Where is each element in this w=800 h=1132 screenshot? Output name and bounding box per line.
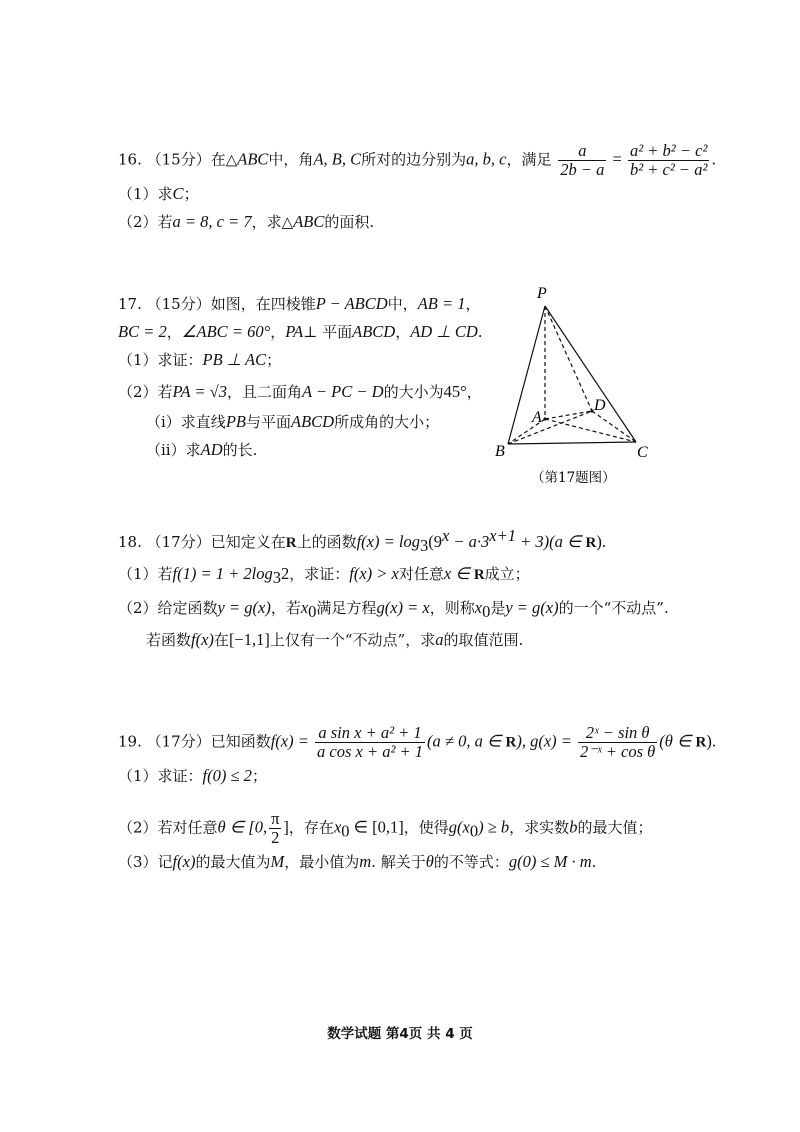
q19-p2-theta: θ ∈ [0, — [217, 817, 268, 837]
q17-ii-end: 的长. — [222, 441, 258, 459]
q17-pa: PA — [285, 322, 304, 341]
q19-p2-two: 2 — [271, 828, 280, 847]
q17-part2 — [118, 382, 482, 402]
q16-p2-abc: ABC — [293, 212, 325, 231]
q16-part1 — [118, 184, 199, 204]
q17-p1-expr: PB ⊥ AC — [202, 350, 267, 369]
q18-p1-x: x ∈ — [443, 564, 474, 583]
page-footer: 数学试题 第4页 共 4 页 — [327, 1026, 473, 1042]
q16-frac1-num: a — [558, 142, 606, 161]
q18-p2l2-text1: 若函数 — [146, 631, 192, 649]
q18-part2-line2 — [146, 630, 523, 650]
q17-p2-text2: 的大小为 — [383, 383, 444, 401]
q19-p2-bracket: ] — [283, 817, 289, 837]
q19-cond1: (a ≠ 0, a ∈ — [427, 731, 506, 751]
q19-part3 — [118, 852, 596, 872]
q19-cond2: (θ ∈ — [659, 731, 696, 751]
q17-part2-i — [146, 412, 439, 432]
q17-stem-line2 — [118, 322, 483, 342]
q17-pyramid-figure — [488, 282, 668, 492]
q17-i-end: 所成角的大小； — [334, 413, 440, 431]
q16-text2: 所对的边分别为 — [361, 150, 467, 169]
q18-p2-text2: 满足方程 — [316, 599, 377, 617]
q18-p2-end: 的一个“不动点”. — [558, 599, 669, 617]
q17-p2-comma: ， — [466, 383, 482, 401]
label-a: A — [532, 409, 542, 426]
q18-p2-x0b: x — [474, 598, 483, 617]
q19-g-fraction — [578, 724, 657, 761]
q18-p2-x0: x — [300, 598, 309, 617]
q19-p3-fx: f(x) — [172, 852, 196, 871]
q18-part1 — [118, 564, 530, 588]
q17-angle: ∠ABC = 60° — [181, 322, 271, 341]
q19-p3-ineq: g(0) ≤ M · m — [508, 852, 592, 871]
q17-p2-label: （2）若 — [118, 383, 173, 401]
q18-p2-x0b-sub: 0 — [482, 602, 491, 621]
label-b: B — [495, 443, 505, 460]
edge-ad — [545, 411, 592, 419]
q17-i-label: （i）求直线 — [146, 413, 226, 431]
q17-i-pb: PB — [225, 412, 246, 431]
q17-p1-label: （1）求证： — [118, 351, 203, 369]
q18-head: 18. （17分）已知定义在 — [118, 533, 286, 551]
q19-p2-text2: ，使得 — [403, 818, 449, 837]
q19-p2-end: 的最大值； — [577, 818, 653, 837]
q19-p3-theta: θ — [425, 852, 434, 871]
q18-p2-label: （2）给定函数 — [118, 599, 218, 617]
q18-part2 — [118, 598, 669, 622]
edge-dc — [592, 411, 636, 442]
q16-equals: = — [608, 149, 626, 169]
q19-head: 19. （17分）已知函数 — [118, 732, 271, 751]
q19-p1-expr: f(0) ≤ 2 — [202, 766, 252, 785]
q19-p2-label: （2）若对任意 — [118, 818, 218, 837]
q19-f-fraction — [315, 724, 425, 761]
q18-stem — [118, 526, 606, 556]
q18-p2-func2: y = g(x) — [505, 598, 559, 617]
q18-nine: (9 — [428, 532, 442, 551]
q18-p2-text1: ，若 — [270, 599, 301, 617]
q16-part2 — [118, 212, 374, 232]
q18-p2-func: y = g(x) — [217, 598, 271, 617]
q17-comma2: ， — [166, 323, 182, 341]
q19-f-den: a cos x + a² + 1 — [317, 742, 424, 761]
edge-bc — [508, 442, 636, 444]
q16-p2-cond: a = 8, c = 7 — [172, 212, 252, 231]
q18-p2l2-text3: 上仅有一个“不动点”，求 — [269, 631, 436, 649]
q18-p1-reals: R — [473, 567, 485, 583]
q17-part1 — [118, 350, 281, 370]
q19-p3-text2: ，最小值为 — [284, 853, 360, 871]
q19-p2-b: b — [569, 817, 578, 837]
q19-p3-end: . — [591, 853, 597, 871]
q17-text1: 中， — [387, 295, 418, 313]
q17-head: 17. （15分）如图，在四棱锥 — [118, 295, 316, 313]
point-a — [543, 417, 546, 420]
q17-period: . — [477, 323, 483, 341]
q17-ab: AB = 1 — [417, 294, 466, 313]
q17-pyramid: P − ABCD — [315, 294, 388, 313]
q16-period: . — [711, 150, 717, 169]
q18-end: ). — [596, 532, 606, 551]
q16-text3: ，满足 — [506, 150, 552, 169]
q16-sides: a, b, c — [466, 149, 507, 169]
q19-p2-g: g(x — [448, 817, 470, 837]
q19-p2-ineq: ) ≥ b — [478, 817, 510, 837]
q17-bc: BC = 2 — [118, 322, 167, 341]
q17-part2-ii — [146, 440, 257, 460]
q17-p1-end: ； — [266, 351, 282, 369]
q16-fraction-right — [628, 142, 709, 179]
q19-p2-pi-frac — [269, 810, 281, 847]
q19-f-num: a sin x + a² + 1 — [315, 724, 425, 743]
q18-p1-two: 2 — [280, 564, 290, 583]
q16-text1: 中，角 — [268, 150, 314, 169]
q17-i-plane: ABCD — [291, 412, 335, 431]
q17-ii-label: （ii）求 — [146, 441, 201, 459]
q19-p2-interval: ∈ [0,1] — [349, 817, 404, 837]
q16-fraction-left — [558, 142, 606, 179]
q16-stem — [118, 142, 716, 179]
q19-p2-text1: ，存在 — [288, 818, 334, 837]
q19-part1 — [118, 766, 267, 786]
q18-p1-text2: 对任意 — [398, 565, 444, 583]
q19-stem — [118, 724, 716, 761]
q17-comma1: ， — [465, 295, 481, 313]
q19-p2-pi: π — [271, 809, 280, 828]
q16-frac1-den: 2b − a — [560, 160, 605, 179]
q19-p3-M: M — [270, 852, 285, 871]
q18-p2-x0-sub: 0 — [308, 602, 317, 621]
q19-p2-text3: ，求实数 — [509, 818, 570, 837]
q16-frac2-num: a² + b² − c² — [629, 141, 708, 160]
q16-p2-mid: ，求△ — [251, 213, 294, 231]
q19-f-label: f(x) = — [270, 731, 313, 751]
q19-reals2: R — [695, 734, 707, 751]
q17-comma4: ， — [395, 323, 411, 341]
q18-p2l2-end: 的取值范围. — [443, 631, 524, 649]
q19-p1-label: （1）求证： — [118, 767, 203, 785]
q16-p1-end: ； — [183, 185, 199, 203]
q18-p1-ineq: f(x) > x — [349, 564, 399, 583]
q19-end: ). — [706, 731, 716, 751]
q19-p3-label: （3）记 — [118, 853, 173, 871]
q18-text1: 上的函数 — [296, 533, 357, 551]
q18-p1-cond: f(1) = 1 + 2log — [172, 564, 273, 583]
q16-head: 16. （15分）在△ — [118, 150, 238, 169]
q18-p2l2-text2: 在 — [213, 631, 229, 649]
q16-angles: A, B, C — [313, 149, 362, 169]
q18-term: − a·3 — [449, 532, 490, 551]
q17-stem-line1 — [118, 294, 481, 314]
q19-part2 — [118, 810, 652, 847]
q17-comma3: ， — [270, 323, 286, 341]
q17-plane-abcd: ABCD — [352, 322, 396, 341]
q19-p1-end: ； — [251, 767, 267, 785]
q19-g-den: 2⁻ˣ + cos θ — [580, 742, 656, 761]
q19-reals: R — [505, 734, 517, 751]
q19-g-label: ), g(x) = — [516, 731, 577, 751]
q18-tail: + 3)(a ∈ — [516, 532, 586, 551]
q16-p2-label: （2）若 — [118, 213, 173, 231]
q18-reals: R — [285, 535, 297, 551]
q18-p1-end: 成立； — [484, 565, 530, 583]
q19-p3-m: m — [359, 852, 372, 871]
edge-pc — [545, 306, 636, 442]
q18-p1-text1: ，求证： — [289, 565, 350, 583]
q16-p1-label: （1）求 — [118, 185, 173, 203]
q18-p2l2-fx: f(x) — [191, 630, 214, 649]
q19-p3-text3: . 解关于 — [371, 853, 426, 871]
q16-p2-end: 的面积. — [324, 213, 375, 231]
q16-frac2-den: b² + c² − a² — [629, 160, 708, 179]
q19-g-num: 2ˣ − sin θ — [578, 724, 657, 743]
q18-p2-eq: g(x) = x — [376, 598, 430, 617]
q18-p2-text3: ，则称 — [429, 599, 475, 617]
q17-ad-perp-cd: AD ⊥ CD — [410, 322, 478, 341]
q18-p2l2-interval: [−1,1] — [228, 630, 270, 649]
q17-p2-pa: PA = √3 — [172, 382, 227, 401]
q17-p2-angle: 45° — [443, 382, 467, 401]
figure-caption: （第17题图） — [531, 470, 616, 486]
q18-three-exp: x+1 — [489, 526, 517, 545]
q19-p3-text1: 的最大值为 — [195, 853, 271, 871]
label-d: D — [594, 397, 606, 414]
q18-p1-logbase: 3 — [272, 568, 281, 587]
q18-p2l2-a: a — [435, 630, 444, 649]
label-c: C — [637, 444, 648, 461]
q18-log-base: 3 — [419, 536, 429, 555]
q17-p2-dihedral: A − PC − D — [302, 382, 384, 401]
q19-p2-x0: x — [333, 817, 342, 837]
q16-p1-var: C — [172, 184, 184, 203]
q19-p3-text4: 的不等式： — [433, 853, 509, 871]
q18-p1-label: （1）若 — [118, 565, 173, 583]
q17-ii-ad: AD — [200, 440, 223, 459]
q17-i-text: 与平面 — [245, 413, 291, 431]
q19-p2-x0-sub: 0 — [341, 821, 350, 841]
q18-nine-exp: x — [441, 526, 450, 545]
q19-p2-g-sub: 0 — [469, 821, 479, 841]
q18-p2-text4: 是 — [490, 599, 506, 617]
pyramid-diagram — [488, 282, 668, 492]
q18-reals2: R — [585, 535, 597, 551]
q18-f-def: f(x) = log — [356, 532, 420, 551]
q16-triangle: ABC — [237, 149, 269, 169]
q17-p2-text1: ，且二面角 — [226, 383, 302, 401]
q17-perp-plane: ⊥ 平面 — [303, 323, 353, 341]
label-p: P — [537, 285, 547, 302]
edge-pd — [545, 306, 592, 411]
